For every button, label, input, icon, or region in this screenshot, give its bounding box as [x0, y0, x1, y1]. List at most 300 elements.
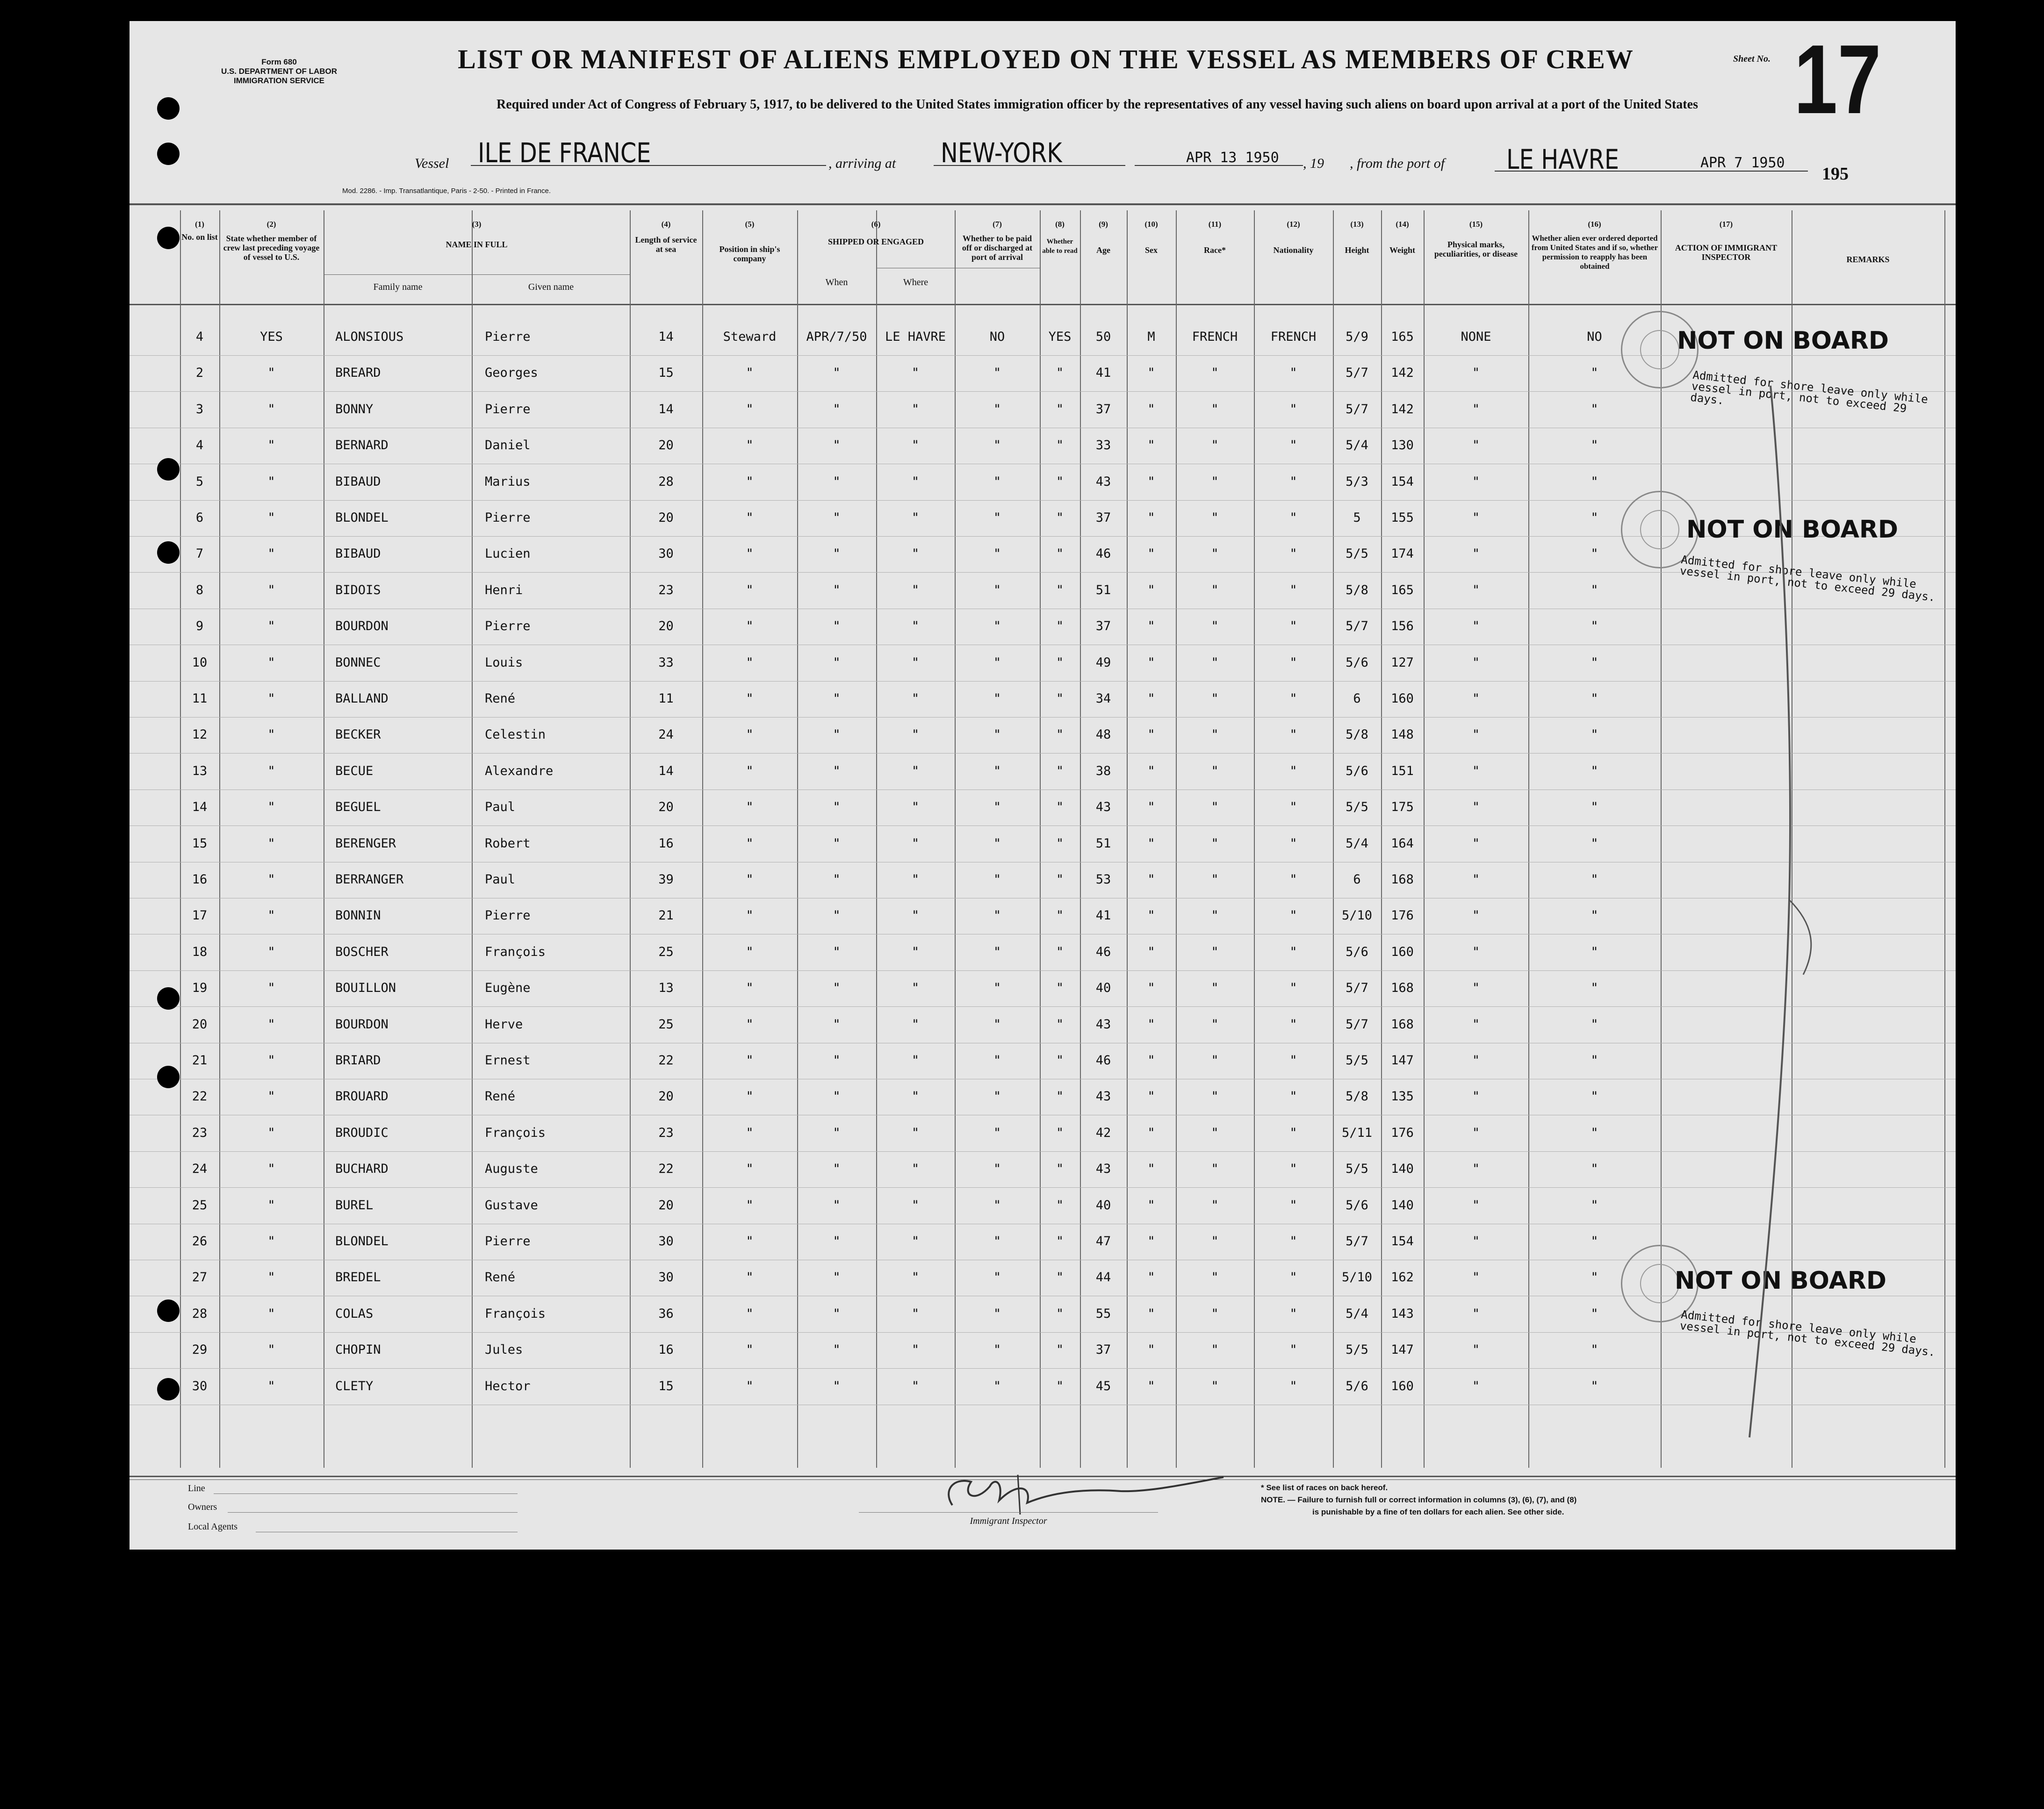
cell-marks: ": [1472, 836, 1480, 851]
cell-age: 46: [1095, 1053, 1111, 1068]
cell-paid: ": [993, 691, 1001, 706]
cell-read: ": [1056, 800, 1064, 815]
cell-race: ": [1211, 1378, 1219, 1393]
cell-when: ": [833, 1162, 841, 1177]
cell-where: ": [911, 691, 920, 706]
cell-service: 16: [658, 836, 674, 851]
cell-family: COLAS: [335, 1306, 374, 1321]
cell-position: ": [746, 763, 754, 778]
cell-position: ": [746, 1017, 754, 1032]
cell-height: 5/7: [1346, 1017, 1368, 1032]
cell-when: ": [833, 546, 841, 561]
cell-position: ": [746, 1089, 754, 1104]
col-head-remarks: REMARKS: [1846, 255, 1890, 264]
cell-no: 15: [192, 836, 208, 851]
cell-where: ": [911, 981, 920, 996]
cell-deported: ": [1591, 1198, 1598, 1213]
cell-age: 51: [1095, 582, 1111, 597]
cell-given: Paul: [485, 800, 516, 815]
cell-deported: ": [1591, 1234, 1598, 1249]
cell-paid: ": [993, 582, 1001, 597]
cell-deported: ": [1591, 1089, 1598, 1104]
table-row: [130, 898, 1956, 934]
cell-sex: ": [1147, 1053, 1155, 1068]
cell-no: 4: [195, 438, 204, 453]
cell-weight: 168: [1391, 1017, 1414, 1032]
cell-height: 5/5: [1346, 1162, 1368, 1177]
cell-where: ": [911, 1342, 920, 1357]
cell-service: 22: [658, 1162, 674, 1177]
col-num: (16): [1588, 220, 1601, 229]
table-row: [130, 645, 1956, 682]
col-head-position: Position in ship's company: [719, 244, 780, 263]
cell-sex: ": [1147, 619, 1155, 634]
cell-paid: ": [993, 655, 1001, 670]
cell-race: ": [1211, 510, 1219, 525]
cell-height: 5/5: [1346, 546, 1368, 561]
cell-height: 5/6: [1346, 1378, 1368, 1393]
cell-race: ": [1211, 366, 1219, 380]
punch-hole: [157, 458, 180, 481]
cell-read: YES: [1048, 330, 1072, 344]
cell-height: 5/5: [1346, 800, 1368, 815]
cell-marks: ": [1472, 619, 1480, 634]
cell-height: 5/4: [1346, 1306, 1368, 1321]
cell-paid: ": [993, 1378, 1001, 1393]
cell-age: 37: [1095, 510, 1111, 525]
cell-crew: ": [267, 1053, 275, 1068]
cell-read: ": [1056, 1270, 1064, 1285]
cell-sex: ": [1147, 366, 1155, 380]
cell-deported: ": [1591, 763, 1598, 778]
table-row: [130, 934, 1956, 971]
cell-where: ": [911, 582, 920, 597]
cell-read: ": [1056, 944, 1064, 959]
cell-sex: ": [1147, 944, 1155, 959]
cell-family: BIBAUD: [335, 546, 381, 561]
cell-deported: ": [1591, 1342, 1598, 1357]
cell-given: Louis: [485, 655, 523, 670]
cell-paid: ": [993, 510, 1001, 525]
cell-position: ": [746, 908, 754, 923]
cell-height: 5/5: [1346, 1342, 1368, 1357]
cell-position: ": [746, 366, 754, 380]
col-num: (7): [993, 220, 1002, 229]
cell-family: BONNEC: [335, 655, 381, 670]
table-row: [130, 754, 1956, 790]
inspector-underline: [859, 1512, 1158, 1513]
cell-sex: ": [1147, 1017, 1155, 1032]
cell-weight: 140: [1391, 1198, 1414, 1213]
cell-weight: 164: [1391, 836, 1414, 851]
cell-position: ": [746, 655, 754, 670]
cell-when: ": [833, 836, 841, 851]
cell-weight: 147: [1391, 1053, 1414, 1068]
cell-crew: ": [267, 1378, 275, 1393]
cell-family: BUCHARD: [335, 1162, 389, 1177]
cell-weight: 127: [1391, 655, 1414, 670]
cell-age: 51: [1095, 836, 1111, 851]
cell-deported: ": [1591, 474, 1598, 489]
cell-family: BECUE: [335, 763, 374, 778]
cell-when: ": [833, 438, 841, 453]
cell-marks: ": [1472, 908, 1480, 923]
cell-read: ": [1056, 1378, 1064, 1393]
cell-crew: ": [267, 727, 275, 742]
cell-sex: M: [1147, 330, 1155, 344]
cell-given: Jules: [485, 1342, 523, 1357]
cell-deported: ": [1591, 619, 1598, 634]
cell-race: ": [1211, 908, 1219, 923]
cell-race: ": [1211, 1198, 1219, 1213]
col-head-deported: Whether alien ever ordered deported from United States and if so, whether permission to reapply has been obtained: [1531, 234, 1658, 271]
cell-marks: ": [1472, 366, 1480, 380]
cell-age: 34: [1095, 691, 1111, 706]
cell-marks: NONE: [1461, 330, 1491, 344]
not-on-board-stamp: NOT ON BOARD: [1686, 516, 1899, 544]
cell-nationality: ": [1289, 981, 1297, 996]
cell-race: ": [1211, 619, 1219, 634]
vessel-name: ILE DE FRANCE: [478, 137, 651, 169]
cell-no: 8: [195, 582, 204, 597]
col-num: (8): [1055, 220, 1065, 229]
table-row: [130, 428, 1956, 464]
cell-height: 5/6: [1346, 655, 1368, 670]
cell-family: BOSCHER: [335, 944, 389, 959]
cell-height: 5/10: [1341, 908, 1373, 923]
cell-crew: ": [267, 1306, 275, 1321]
cell-crew: ": [267, 366, 275, 380]
cell-sex: ": [1147, 981, 1155, 996]
cell-marks: ": [1472, 1162, 1480, 1177]
cell-position: ": [746, 1198, 754, 1213]
cell-read: ": [1056, 474, 1064, 489]
cell-where: ": [911, 474, 920, 489]
cell-no: 17: [192, 908, 208, 923]
cell-race: ": [1211, 1162, 1219, 1177]
cell-when: ": [833, 1017, 841, 1032]
cell-position: Steward: [723, 330, 777, 344]
service: IMMIGRATION SERVICE: [234, 76, 324, 85]
cell-where: ": [911, 800, 920, 815]
cell-race: ": [1211, 1234, 1219, 1249]
cell-marks: ": [1472, 691, 1480, 706]
cell-paid: ": [993, 944, 1001, 959]
table-row: [130, 573, 1956, 609]
cell-crew: ": [267, 872, 275, 887]
cell-service: 15: [658, 1378, 674, 1393]
cell-no: 22: [192, 1089, 208, 1104]
cell-weight: 175: [1391, 800, 1414, 815]
cell-crew: ": [267, 655, 275, 670]
cell-age: 44: [1095, 1270, 1111, 1285]
cell-marks: ": [1472, 1125, 1480, 1140]
cell-height: 5/7: [1346, 981, 1368, 996]
cell-crew: ": [267, 1162, 275, 1177]
cell-race: ": [1211, 655, 1219, 670]
cell-nationality: ": [1289, 474, 1297, 489]
cell-crew: ": [267, 1089, 275, 1104]
cell-crew: ": [267, 981, 275, 996]
cell-position: ": [746, 582, 754, 597]
cell-no: 13: [192, 763, 208, 778]
cell-read: ": [1056, 908, 1064, 923]
cell-position: ": [746, 872, 754, 887]
cell-race: ": [1211, 1053, 1219, 1068]
cell-paid: ": [993, 836, 1001, 851]
cell-no: 27: [192, 1270, 208, 1285]
punch-hole: [157, 541, 180, 564]
cell-height: 6: [1353, 691, 1361, 706]
col-head-service: Length of service at sea: [635, 235, 697, 254]
cell-deported: ": [1591, 836, 1598, 851]
cell-when: ": [833, 908, 841, 923]
cell-sex: ": [1147, 763, 1155, 778]
cell-given: Pierre: [485, 330, 531, 344]
cell-age: 41: [1095, 366, 1111, 380]
cell-sex: ": [1147, 402, 1155, 416]
cell-where: ": [911, 619, 920, 634]
cell-deported: ": [1591, 1053, 1598, 1068]
col-head-read: Whether able to read: [1042, 238, 1078, 255]
printer-line: Mod. 2286. - Imp. Transatlantique, Paris - 2-50. - Printed in France.: [342, 187, 551, 195]
cell-deported: ": [1591, 402, 1598, 416]
cell-marks: ": [1472, 1089, 1480, 1104]
cell-marks: ": [1472, 1053, 1480, 1068]
cell-height: 5/8: [1346, 582, 1368, 597]
table-top-rule: [130, 203, 1956, 205]
cell-given: Pierre: [485, 1234, 531, 1249]
col-num: (11): [1208, 220, 1222, 229]
shore-leave-stamp: Admitted for shore leave only while vessel in port, not to exceed 29 days.: [1690, 368, 1929, 416]
table-row: [130, 681, 1956, 718]
cell-service: 20: [658, 800, 674, 815]
cell-paid: ": [993, 619, 1001, 634]
cell-when: ": [833, 1270, 841, 1285]
cell-nationality: ": [1289, 1378, 1297, 1393]
cell-read: ": [1056, 727, 1064, 742]
cell-sex: ": [1147, 546, 1155, 561]
cell-weight: 165: [1391, 582, 1414, 597]
cell-crew: ": [267, 1125, 275, 1140]
col-num: (10): [1144, 220, 1158, 229]
cell-weight: 135: [1391, 1089, 1414, 1104]
name-subrule: [324, 274, 630, 275]
cell-sex: ": [1147, 1234, 1155, 1249]
col-head-paid: Whether to be paid off or discharged at port of arrival: [962, 234, 1033, 262]
cell-nationality: ": [1289, 1125, 1297, 1140]
cell-where: ": [911, 1053, 920, 1068]
cell-when: ": [833, 691, 841, 706]
cell-age: 37: [1095, 1342, 1111, 1357]
cell-when: ": [833, 402, 841, 416]
cell-position: ": [746, 402, 754, 416]
cell-family: BEGUEL: [335, 800, 381, 815]
cell-paid: ": [993, 1089, 1001, 1104]
cell-position: ": [746, 546, 754, 561]
cell-given: René: [485, 1089, 516, 1104]
table-row: [130, 1151, 1956, 1188]
cell-age: 55: [1095, 1306, 1111, 1321]
cell-age: 43: [1095, 1017, 1111, 1032]
cell-deported: ": [1591, 908, 1598, 923]
sheet-extra-number: 195: [1822, 164, 1849, 184]
cell-race: ": [1211, 1125, 1219, 1140]
cell-crew: ": [267, 1234, 275, 1249]
col-num: (9): [1099, 220, 1108, 229]
cell-age: 42: [1095, 1125, 1111, 1140]
cell-marks: ": [1472, 1017, 1480, 1032]
vessel-label: Vessel: [415, 156, 449, 171]
cell-read: ": [1056, 366, 1064, 380]
line-underline: [214, 1493, 518, 1494]
cell-age: 43: [1095, 800, 1111, 815]
cell-height: 5/6: [1346, 763, 1368, 778]
cell-weight: 168: [1391, 981, 1414, 996]
col-sub-when: When: [825, 277, 848, 287]
cell-paid: ": [993, 1162, 1001, 1177]
cell-no: 19: [192, 981, 208, 996]
cell-marks: ": [1472, 582, 1480, 597]
cell-service: 14: [658, 763, 674, 778]
cell-deported: ": [1591, 981, 1598, 996]
cell-no: 3: [195, 402, 204, 416]
cell-no: 4: [195, 330, 204, 344]
cell-deported: ": [1591, 727, 1598, 742]
cell-paid: ": [993, 546, 1001, 561]
table-row: [130, 790, 1956, 826]
cell-nationality: ": [1289, 546, 1297, 561]
departure-port: LE HAVRE: [1506, 144, 1619, 175]
cell-nationality: ": [1289, 727, 1297, 742]
cell-no: 30: [192, 1378, 208, 1393]
cell-when: ": [833, 800, 841, 815]
cell-paid: ": [993, 872, 1001, 887]
cell-weight: 160: [1391, 1378, 1414, 1393]
cell-marks: ": [1472, 402, 1480, 416]
cell-where: ": [911, 655, 920, 670]
cell-given: Herve: [485, 1017, 523, 1032]
cell-crew: ": [267, 438, 275, 453]
cell-nationality: ": [1289, 438, 1297, 453]
cell-deported: ": [1591, 691, 1598, 706]
table-header-rule: [130, 304, 1956, 305]
cell-read: ": [1056, 836, 1064, 851]
punch-hole: [157, 987, 180, 1010]
cell-position: ": [746, 1125, 754, 1140]
cell-where: ": [911, 510, 920, 525]
cell-sex: ": [1147, 1198, 1155, 1213]
cell-where: ": [911, 944, 920, 959]
cell-weight: 154: [1391, 474, 1414, 489]
cell-nationality: ": [1289, 908, 1297, 923]
cell-nationality: ": [1289, 1270, 1297, 1285]
cell-service: 15: [658, 366, 674, 380]
cell-when: ": [833, 1234, 841, 1249]
cell-weight: 155: [1391, 510, 1414, 525]
cell-given: Gustave: [485, 1198, 538, 1213]
inspector-signature: [924, 1463, 1252, 1519]
cell-height: 6: [1353, 872, 1361, 887]
cell-height: 5/8: [1346, 727, 1368, 742]
cell-service: 20: [658, 510, 674, 525]
table-row: [130, 970, 1956, 1007]
cell-weight: 154: [1391, 1234, 1414, 1249]
table-row: [130, 1188, 1956, 1224]
cell-service: 23: [658, 582, 674, 597]
col-head-no: No. on list: [181, 232, 218, 242]
cell-read: ": [1056, 1053, 1064, 1068]
cell-where: LE HAVRE: [885, 330, 946, 344]
cell-when: ": [833, 1125, 841, 1140]
cell-family: BREDEL: [335, 1270, 381, 1285]
cell-sex: ": [1147, 655, 1155, 670]
cell-position: ": [746, 836, 754, 851]
cell-family: BOURDON: [335, 1017, 389, 1032]
cell-service: 14: [658, 402, 674, 416]
cell-marks: ": [1472, 510, 1480, 525]
punch-hole: [157, 97, 180, 120]
cell-weight: 165: [1391, 330, 1414, 344]
table-row: [130, 392, 1956, 428]
cell-age: 43: [1095, 1162, 1111, 1177]
cell-deported: ": [1591, 1017, 1598, 1032]
cell-age: 38: [1095, 763, 1111, 778]
cell-race: ": [1211, 1270, 1219, 1285]
cell-family: BERENGER: [335, 836, 396, 851]
cell-when: ": [833, 1306, 841, 1321]
cell-age: 33: [1095, 438, 1111, 453]
cell-family: BROUDIC: [335, 1125, 389, 1140]
cell-weight: 162: [1391, 1270, 1414, 1285]
arriving-label: , arriving at: [828, 156, 896, 171]
year-label: , 19: [1303, 156, 1324, 171]
cell-nationality: ": [1289, 1017, 1297, 1032]
line-label: Line: [188, 1483, 205, 1493]
cell-service: 36: [658, 1306, 674, 1321]
cell-position: ": [746, 1306, 754, 1321]
cell-service: 25: [658, 944, 674, 959]
cell-sex: ": [1147, 1270, 1155, 1285]
cell-nationality: ": [1289, 1342, 1297, 1357]
cell-service: 20: [658, 1198, 674, 1213]
cell-deported: ": [1591, 1378, 1598, 1393]
cell-service: 24: [658, 727, 674, 742]
cell-given: François: [485, 1125, 546, 1140]
cell-sex: ": [1147, 727, 1155, 742]
cell-position: ": [746, 1162, 754, 1177]
col-sub-where: Where: [903, 277, 928, 287]
col-head-shipped: SHIPPED OR ENGAGED: [828, 237, 924, 246]
date-underline: [1135, 165, 1303, 166]
cell-paid: ": [993, 1342, 1001, 1357]
cell-sex: ": [1147, 1125, 1155, 1140]
cell-deported: ": [1591, 366, 1598, 380]
cell-race: ": [1211, 582, 1219, 597]
cell-family: BIDOIS: [335, 582, 381, 597]
cell-given: Pierre: [485, 619, 531, 634]
cell-age: 45: [1095, 1378, 1111, 1393]
cell-crew: ": [267, 402, 275, 416]
cell-paid: ": [993, 402, 1001, 416]
cell-marks: ": [1472, 1270, 1480, 1285]
cell-nationality: ": [1289, 1089, 1297, 1104]
cell-service: 33: [658, 655, 674, 670]
cell-race: ": [1211, 402, 1219, 416]
cell-read: ": [1056, 619, 1064, 634]
cell-weight: 160: [1391, 944, 1414, 959]
cell-crew: ": [267, 836, 275, 851]
